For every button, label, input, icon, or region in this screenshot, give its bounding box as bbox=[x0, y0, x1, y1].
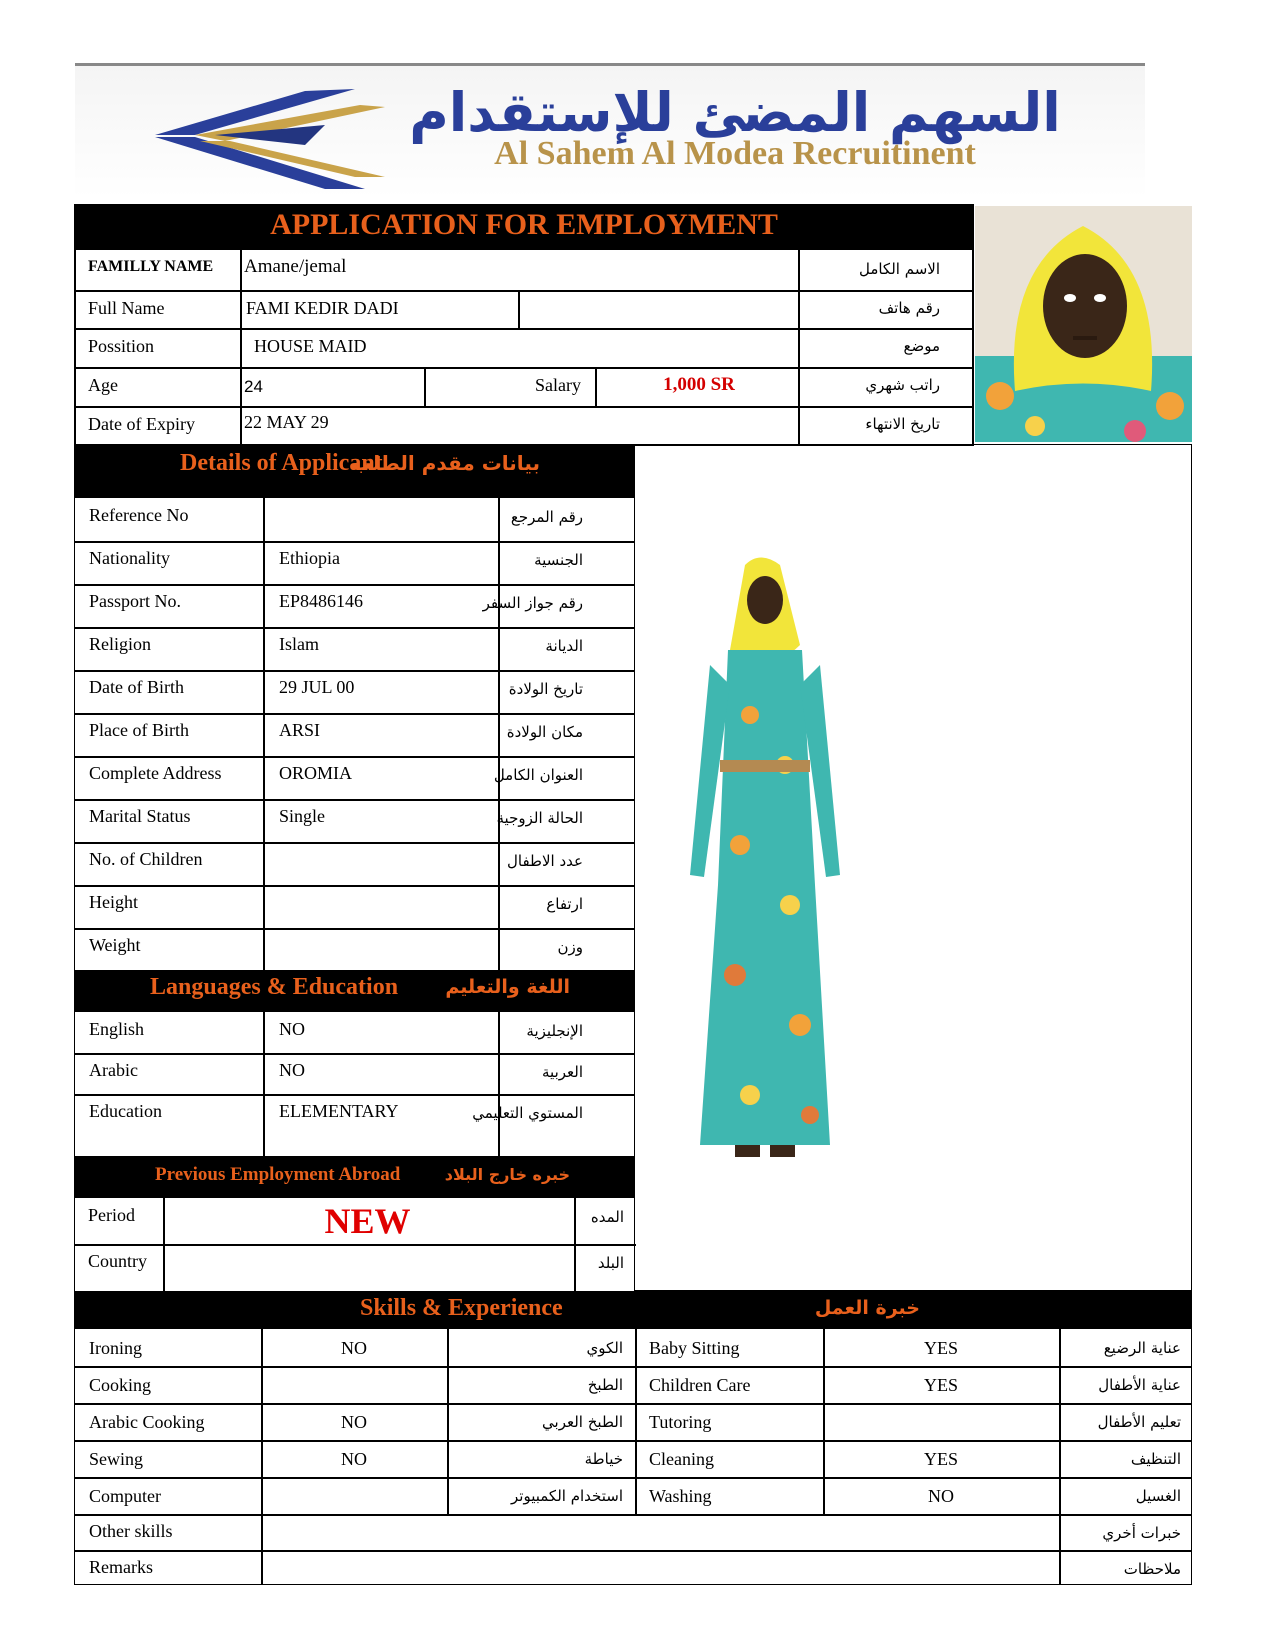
row-arabic-label: الحالة الزوجية bbox=[496, 809, 583, 827]
previous-header-ar: خبره خارج البلاد bbox=[444, 1165, 570, 1184]
row-label: Reference No bbox=[89, 505, 189, 525]
head-photo bbox=[975, 206, 1192, 442]
row-value: OROMIA bbox=[279, 763, 353, 783]
row-arabic-label: عدد الاطفال bbox=[507, 852, 583, 870]
skills-r-value: YES bbox=[923, 1338, 958, 1358]
family-name-value: Amane/jemal bbox=[244, 256, 347, 277]
salary-ar: راتب شهري bbox=[865, 376, 940, 394]
row-value: EP8486146 bbox=[279, 591, 364, 611]
skills-l-value: NO bbox=[341, 1449, 367, 1469]
details-header-ar: بيانات مقدم الطلب bbox=[351, 451, 540, 475]
skills-l-ar: استخدام الكمبيوتر bbox=[511, 1487, 623, 1505]
row-value: ELEMENTARY bbox=[279, 1101, 399, 1121]
row-arabic-label: الجنسية bbox=[534, 551, 583, 569]
skills-l-label: Sewing bbox=[89, 1449, 143, 1469]
logo-arabic-text: السهم المضئ للإستقدام bbox=[409, 81, 1061, 144]
skills-r-value: NO bbox=[928, 1486, 954, 1506]
row-label: English bbox=[89, 1019, 145, 1039]
row-value: ARSI bbox=[279, 720, 321, 740]
row-arabic-label: الإنجليزية bbox=[526, 1022, 583, 1040]
row-arabic-label: تاريخ الولادة bbox=[508, 680, 583, 698]
row-label: Passport No. bbox=[89, 591, 182, 611]
skills-l-value: NO bbox=[341, 1338, 367, 1358]
salary-value: 1,000 SR bbox=[663, 374, 735, 395]
row-arabic-label: العنوان الكامل bbox=[493, 766, 583, 784]
skills-r-ar: تعليم الأطفال bbox=[1097, 1413, 1181, 1431]
row-arabic-label: رقم المرجع bbox=[510, 508, 583, 526]
languages-table bbox=[74, 1012, 635, 1156]
position-value: HOUSE MAID bbox=[254, 336, 367, 356]
skills-table bbox=[74, 1329, 1192, 1585]
salary-label: Salary bbox=[535, 375, 581, 395]
family-name-label: FAMILLY NAME bbox=[88, 258, 214, 275]
age-label: Age bbox=[88, 375, 118, 395]
position-ar: موضع bbox=[903, 337, 940, 355]
expiry-label: Date of Expiry bbox=[88, 414, 195, 434]
skills-l-value bbox=[261, 1481, 447, 1489]
skills-r-ar: عناية الأطفال bbox=[1098, 1376, 1181, 1394]
skills-r-label: Baby Sitting bbox=[649, 1338, 740, 1358]
skills-r-value: YES bbox=[923, 1375, 958, 1395]
skills-header-bar bbox=[74, 1291, 1192, 1329]
row-label: Height bbox=[89, 892, 138, 912]
row-arabic-label: المستوي التعليمي bbox=[472, 1104, 583, 1122]
skills-r-label: Washing bbox=[649, 1486, 712, 1506]
row-arabic-label: الديانة bbox=[545, 637, 583, 655]
row-arabic-label: ارتفاع bbox=[546, 895, 583, 913]
skills-r-ar: التنظيف bbox=[1130, 1450, 1181, 1468]
skills-r-value bbox=[823, 1407, 1059, 1415]
logo-banner bbox=[75, 63, 1145, 198]
family-name-ar: الاسم الكامل bbox=[858, 260, 940, 278]
row-value bbox=[269, 844, 289, 852]
country-ar: البلد bbox=[597, 1254, 624, 1272]
skills-l-ar: خياطة bbox=[584, 1450, 623, 1468]
row-value: Single bbox=[279, 806, 326, 826]
remarks-label: Remarks bbox=[89, 1557, 153, 1577]
row-arabic-label: وزن bbox=[557, 938, 583, 956]
row-label: Religion bbox=[89, 634, 151, 654]
skills-r-ar: الغسيل bbox=[1135, 1487, 1181, 1505]
row-label: Arabic bbox=[89, 1060, 138, 1080]
skills-r-value: YES bbox=[923, 1449, 958, 1469]
row-arabic-label: مكان الولادة bbox=[506, 723, 583, 741]
expiry-ar: تاريخ الانتهاء bbox=[865, 415, 940, 433]
age-value: 24 bbox=[244, 377, 263, 396]
row-arabic-label: رقم جواز السفر bbox=[482, 594, 583, 612]
skills-r-ar: عناية الرضيع bbox=[1103, 1339, 1181, 1357]
full-body-photo bbox=[690, 555, 850, 1185]
country-label: Country bbox=[88, 1251, 148, 1271]
full-name-value: FAMI KEDIR DADI bbox=[246, 298, 399, 318]
row-value bbox=[269, 930, 289, 938]
row-value bbox=[269, 887, 289, 895]
new-status: NEW bbox=[324, 1201, 411, 1241]
row-arabic-label: العربية bbox=[542, 1063, 583, 1081]
skills-r-label: Tutoring bbox=[649, 1412, 712, 1432]
skills-header-en: Skills & Experience bbox=[360, 1295, 563, 1321]
logo-english-text: Al Sahem Al Modea Recruitinent bbox=[494, 135, 976, 172]
full-name-label: Full Name bbox=[88, 298, 165, 318]
skills-l-ar: الطبخ bbox=[587, 1376, 623, 1394]
other-skills-label: Other skills bbox=[89, 1521, 173, 1541]
skills-l-label: Arabic Cooking bbox=[89, 1412, 205, 1432]
row-label: Marital Status bbox=[89, 806, 191, 826]
skills-r-label: Cleaning bbox=[649, 1449, 714, 1469]
skills-l-ar: الكوي bbox=[586, 1339, 623, 1357]
details-table bbox=[74, 498, 635, 970]
row-label: Weight bbox=[89, 935, 141, 955]
row-value: 29 JUL 00 bbox=[279, 677, 355, 697]
row-value: Islam bbox=[279, 634, 319, 654]
row-value: Ethiopia bbox=[279, 548, 340, 568]
full-name-ar: رقم هاتف bbox=[878, 299, 940, 317]
row-label: Complete Address bbox=[89, 763, 222, 783]
skills-l-value: NO bbox=[341, 1412, 367, 1432]
skills-l-ar: الطبخ العربي bbox=[542, 1413, 623, 1431]
details-header-en: Details of Applicant bbox=[180, 450, 383, 476]
row-label: Date of Birth bbox=[89, 677, 184, 697]
skills-r-label: Children Care bbox=[649, 1375, 751, 1395]
page-title: APPLICATION FOR EMPLOYMENT bbox=[270, 208, 778, 241]
row-value: NO bbox=[279, 1060, 305, 1080]
row-value bbox=[269, 500, 289, 508]
languages-header-en: Languages & Education bbox=[150, 974, 399, 1000]
expiry-value: 22 MAY 29 bbox=[244, 412, 329, 432]
skills-l-label: Computer bbox=[89, 1486, 161, 1506]
skills-l-value bbox=[261, 1370, 447, 1378]
row-label: Education bbox=[89, 1101, 162, 1121]
period-label: Period bbox=[88, 1205, 135, 1225]
row-label: Nationality bbox=[89, 548, 170, 568]
other-skills-ar: خبرات أخري bbox=[1102, 1524, 1181, 1542]
remarks-ar: ملاحظات bbox=[1123, 1560, 1181, 1578]
skills-l-label: Cooking bbox=[89, 1375, 152, 1395]
position-label: Possition bbox=[88, 336, 155, 356]
skills-l-label: Ironing bbox=[89, 1338, 142, 1358]
row-label: No. of Children bbox=[89, 849, 203, 869]
languages-header-ar: اللغة والتعليم bbox=[445, 976, 570, 998]
row-label: Place of Birth bbox=[89, 720, 189, 740]
previous-header-en: Previous Employment Abroad bbox=[155, 1164, 401, 1185]
skills-header-ar: خبرة العمل bbox=[814, 1297, 920, 1319]
period-ar: المده bbox=[590, 1208, 624, 1226]
row-value: NO bbox=[279, 1019, 305, 1039]
